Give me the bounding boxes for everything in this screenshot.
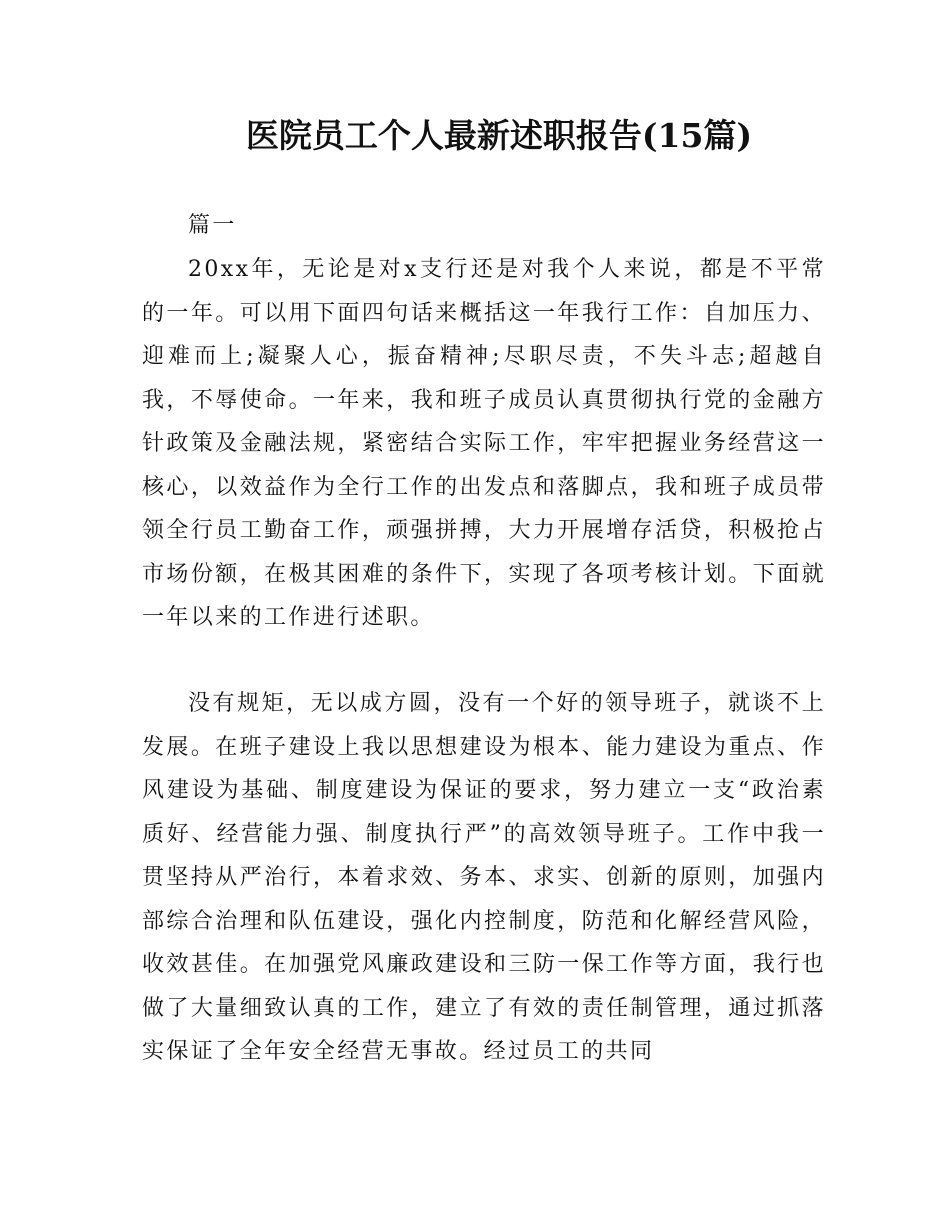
section-label: 篇一 (188, 213, 237, 238)
paragraph-1: 20xx年，无论是对x支行还是对我个人来说，都是不平常的一年。可以用下面四句话来概括这一年我行工作：自加压力、迎难而上;凝聚人心，振奋精神;尽职尽责，不失斗志;超越自我，不辱使命。一年来，我和班子成员认真贯彻执行党的金融方针政策及金融法规，紧密结合实际工作，牢牢把握业务经营这一核心，以效益作为全行工作的出发点和落脚点，我和班子成员带领全行员工勤奋工作，顽强拼搏，大力开展增存活贷，积极抢占市场份额，在极其困难的条件下，实现了各项考核计划。下面就一年以来的工作进行述职。 (142, 257, 826, 630)
paragraph-2: 没有规矩，无以成方圆，没有一个好的领导班子，就谈不上发展。在班子建设上我以思想建设为根本、能力建设为重点、作风建设为基础、制度建设为保证的要求，努力建立一支“政治素质好、经营能力强、制度执行严”的高效领导班子。工作中我一贯坚持从严治行，本着求效、务本、求实、创新的原则，加强内部综合治理和队伍建设，强化内控制度，防范和化解经营风险，收效甚佳。在加强党风廉政建设和三防一保工作等方面，我行也做了大量细致认真的工作，建立了有效的责任制管理，通过抓落实保证了全年安全经营无事故。经过员工的共同 (142, 691, 826, 1064)
document-title: 医院员工个人最新述职报告(15篇) (245, 116, 753, 155)
